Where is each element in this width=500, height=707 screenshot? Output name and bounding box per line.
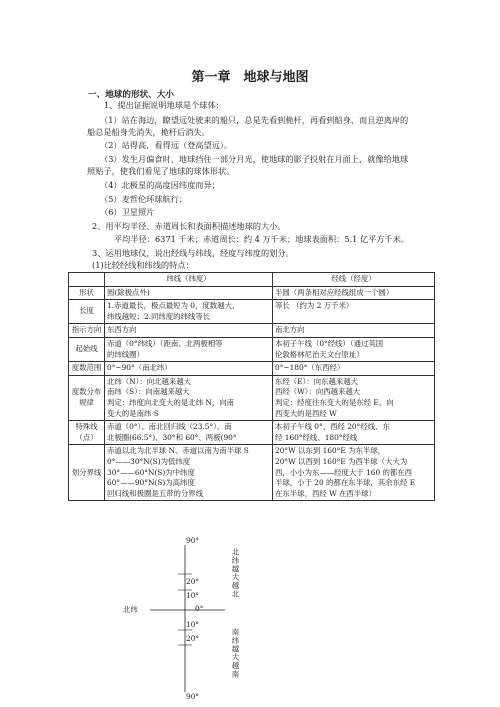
cell-text: 判定：纬度向北变大的是北纬 N，向南 bbox=[107, 397, 235, 407]
cell-text: 在东半球，西经 W 在西半球） bbox=[275, 488, 376, 498]
row-label: 划分界线 bbox=[69, 445, 105, 501]
body-line: 3、运用地球仪，说出经线与纬线，经度与纬度的划分。 bbox=[92, 248, 294, 258]
cell-text: 东西方向 bbox=[107, 325, 137, 335]
cell-text: 南北方向 bbox=[275, 325, 305, 335]
cell-text: 东经（E）：向东越来越大 bbox=[275, 376, 358, 386]
cell-text: 半球，小于 20 的都在东半球，其余东经 E bbox=[275, 478, 416, 488]
cell-text: 0°~180°（东西经） bbox=[275, 363, 345, 373]
lat-label: 90° bbox=[186, 692, 200, 701]
cell-text: 30°——60°N(S)为中纬度 bbox=[107, 467, 195, 477]
row-label: 特殊线（点） bbox=[69, 421, 105, 445]
body-line: （1）站在海边，瞭望远处驶来的船只，总是先看到桅杆，再看到船身，而且逆离岸的 bbox=[100, 115, 409, 125]
cell-text: 变大的是南纬 S bbox=[107, 408, 159, 418]
body-line: （6）卫星照片 bbox=[100, 207, 155, 217]
row-label: 指示方向 bbox=[69, 324, 105, 338]
cell-text: 0°~90°（南北纬） bbox=[107, 363, 172, 373]
lat-label: 0° bbox=[195, 604, 204, 613]
cell-text: 20°W 以西到 160°E 为西半球（大大为 bbox=[275, 456, 408, 466]
row-label: 起始线 bbox=[69, 337, 105, 361]
row-label: 度数范围 bbox=[69, 362, 105, 376]
cell-text: 1.赤道最长，极点最短为 0，度数越大， bbox=[107, 301, 240, 311]
cell-text: 半圆（两条相对应经线组成一个圆） bbox=[275, 287, 394, 297]
cell-text: 圆(除极点外) bbox=[107, 287, 150, 297]
cell-text: 北极圈(66.5°)、30°和 60°、两极(90° bbox=[107, 432, 237, 442]
north-vertical-label: 北纬越大越北 bbox=[231, 548, 240, 599]
lat-label: 10° bbox=[186, 591, 200, 600]
table-header-cell: 纬线（纬度） bbox=[105, 273, 273, 287]
cell-text: 西变大的是西经 W bbox=[275, 408, 337, 418]
lat-side-label: 北纬 bbox=[123, 605, 138, 614]
section-title: 一、地球的形状、大小 bbox=[88, 90, 174, 100]
lat-label: 20° bbox=[186, 634, 200, 643]
body-line: 船总是船身先消失，桅杆后消失。 bbox=[87, 127, 210, 137]
cell-text: 的纬线圈） bbox=[107, 349, 144, 359]
cell-text: 北纬（N）：向北越来越大 bbox=[107, 376, 192, 386]
body-line: （3）发生月偏食时，地球挡住一部分月光，使地球的影子投射在月面上，就像给地球 bbox=[100, 154, 409, 164]
cell-text: 赤道（0°纬线）（距南、北两极相等 bbox=[107, 338, 223, 348]
lat-label: 20° bbox=[186, 577, 200, 586]
south-vertical-label: 南纬越大越南 bbox=[231, 628, 240, 679]
row-label: 长度 bbox=[69, 300, 105, 324]
cell-text: 赤道以北为北半球 N、赤道以南为南半球 S bbox=[107, 446, 249, 456]
lat-label: 90° bbox=[186, 536, 200, 545]
body-line: 照贴子，使我们看见了地球的球体形状。 bbox=[87, 166, 235, 176]
cell-text: 赤道（0°）、南北回归线（23.5°）、南 bbox=[107, 422, 232, 432]
lat-label: 10° bbox=[186, 620, 200, 629]
body-line: （2）站得高，看得远（登高望远）。 bbox=[100, 140, 233, 150]
chapter-title: 第一章 地球与地图 bbox=[191, 70, 309, 85]
cell-text: 0°——30°N(S)为低纬度 bbox=[107, 456, 191, 466]
table-header-cell: 经线（经度） bbox=[273, 273, 435, 287]
cell-text: 回归线和极圈是五带的分界线 bbox=[107, 488, 204, 498]
row-label: 形状 bbox=[69, 286, 105, 300]
cell-text: 西，小小为东——经度大于 160 的都在西 bbox=[275, 467, 413, 477]
cell-text: 本初子午线 0°、西经 20°经线、东 bbox=[275, 422, 390, 432]
body-line: (1)比较经线和纬线的特点： bbox=[92, 260, 194, 270]
cell-text: 本初子午线（0°经线）（通过英国 bbox=[275, 338, 384, 348]
cell-text: 经 160°经线、180°经线 bbox=[275, 432, 358, 442]
body-line: 1、提出证据说明地球是个球体： bbox=[104, 100, 224, 110]
cell-text: 纬线越短；2.同纬度的纬线等长 bbox=[107, 311, 211, 321]
cell-text: 南纬（S）：向南越来越大 bbox=[107, 387, 190, 397]
cell-text: 判定：经度往东变大的是东经 E，向 bbox=[275, 397, 394, 407]
cell-text: 伦敦格林尼治天文台原址） bbox=[275, 349, 364, 359]
cell-text: 60°——90°N(S)为高纬度 bbox=[107, 478, 195, 488]
body-line: （5）麦哲伦环球航行； bbox=[100, 194, 188, 204]
cell-text: 西经（W）：向西越来越大 bbox=[275, 387, 361, 397]
body-line: 平均半径：6371 千米；赤道周长：约 4 万千米；地球表面积：5.1 亿平方千米。 bbox=[114, 234, 410, 244]
row-label: 度数分布规律 bbox=[69, 375, 105, 420]
cell-text: 20°W 以东到 160°E 为东半球， bbox=[275, 446, 386, 456]
body-line: 2、用平均半径、赤道周长和表面积描述地球的大小。 bbox=[92, 221, 286, 231]
body-line: （4）北极星的高度因纬度而异； bbox=[100, 180, 220, 190]
cell-text: 等长 （约为 2 万千米） bbox=[275, 301, 354, 311]
